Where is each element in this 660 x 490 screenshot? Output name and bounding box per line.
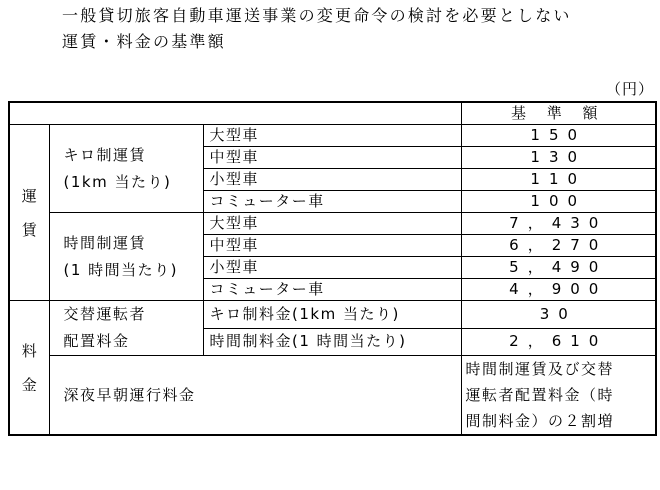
time-fare-label: 時間制運賃 bbox=[63, 233, 147, 252]
km-fare-label: キロ制運賃 bbox=[63, 145, 147, 164]
value-cell: 130 bbox=[461, 147, 656, 169]
night-charge-label-cell: 深夜早朝運行料金 bbox=[49, 356, 461, 436]
fare-category-cell bbox=[9, 125, 49, 301]
table-row bbox=[9, 125, 656, 147]
item-cell: 小型車 bbox=[203, 257, 461, 279]
item-cell: 大型車 bbox=[203, 125, 461, 147]
value-cell: 150 bbox=[461, 125, 656, 147]
item-cell: コミューター車 bbox=[203, 191, 461, 213]
item-cell: 大型車 bbox=[203, 213, 461, 235]
table-row bbox=[9, 213, 656, 235]
value-cell: 5，490 bbox=[461, 257, 656, 279]
header-empty-cell bbox=[9, 102, 461, 125]
value-cell: 2，610 bbox=[461, 328, 656, 356]
fare-category-label-2: 賃 bbox=[21, 220, 37, 239]
fare-table bbox=[8, 101, 657, 436]
value-cell: 30 bbox=[461, 301, 656, 329]
fare-category-label-1: 運 bbox=[21, 186, 37, 205]
item-cell: 時間制料金(1 時間当たり) bbox=[203, 328, 461, 356]
driver-charge-label: 交替運転者 bbox=[63, 305, 147, 323]
driver-charge-category-cell bbox=[49, 301, 203, 356]
night-charge-note-line-3: 間制料金）の２割増 bbox=[465, 412, 615, 430]
charge-category-cell bbox=[9, 301, 49, 436]
night-charge-note-line-2: 運転者配置料金（時 bbox=[465, 386, 615, 404]
item-cell: 小型車 bbox=[203, 169, 461, 191]
charge-category-label-2: 金 bbox=[21, 375, 37, 394]
table-row bbox=[9, 356, 656, 436]
document-title-line-1: 一般貸切旅客自動車運送事業の変更命令の検討を必要としない bbox=[62, 6, 572, 25]
charge-category-label-1: 料 bbox=[21, 341, 37, 360]
value-cell: 4，900 bbox=[461, 279, 656, 301]
header-row bbox=[9, 102, 656, 125]
item-cell: コミューター車 bbox=[203, 279, 461, 301]
value-cell: 100 bbox=[461, 191, 656, 213]
km-fare-sublabel: (1km 当たり) bbox=[63, 172, 172, 191]
value-cell: 110 bbox=[461, 169, 656, 191]
night-charge-note-line-1: 時間制運賃及び交替 bbox=[465, 360, 615, 378]
table-row bbox=[9, 301, 656, 329]
driver-charge-sublabel: 配置料金 bbox=[63, 332, 130, 350]
item-cell: 中型車 bbox=[203, 235, 461, 257]
item-cell: 中型車 bbox=[203, 147, 461, 169]
unit-label: （円） bbox=[606, 80, 655, 98]
header-cell: 基 準 額 bbox=[461, 102, 656, 125]
km-fare-category-cell bbox=[49, 125, 203, 213]
document-title-line-2: 運賃・料金の基準額 bbox=[62, 32, 226, 51]
time-fare-category-cell bbox=[49, 213, 203, 301]
time-fare-sublabel: (1 時間当たり) bbox=[63, 260, 179, 279]
night-charge-note-cell bbox=[461, 356, 656, 436]
item-cell: キロ制料金(1km 当たり) bbox=[203, 301, 461, 329]
value-cell: 6，270 bbox=[461, 235, 656, 257]
value-cell: 7，430 bbox=[461, 213, 656, 235]
